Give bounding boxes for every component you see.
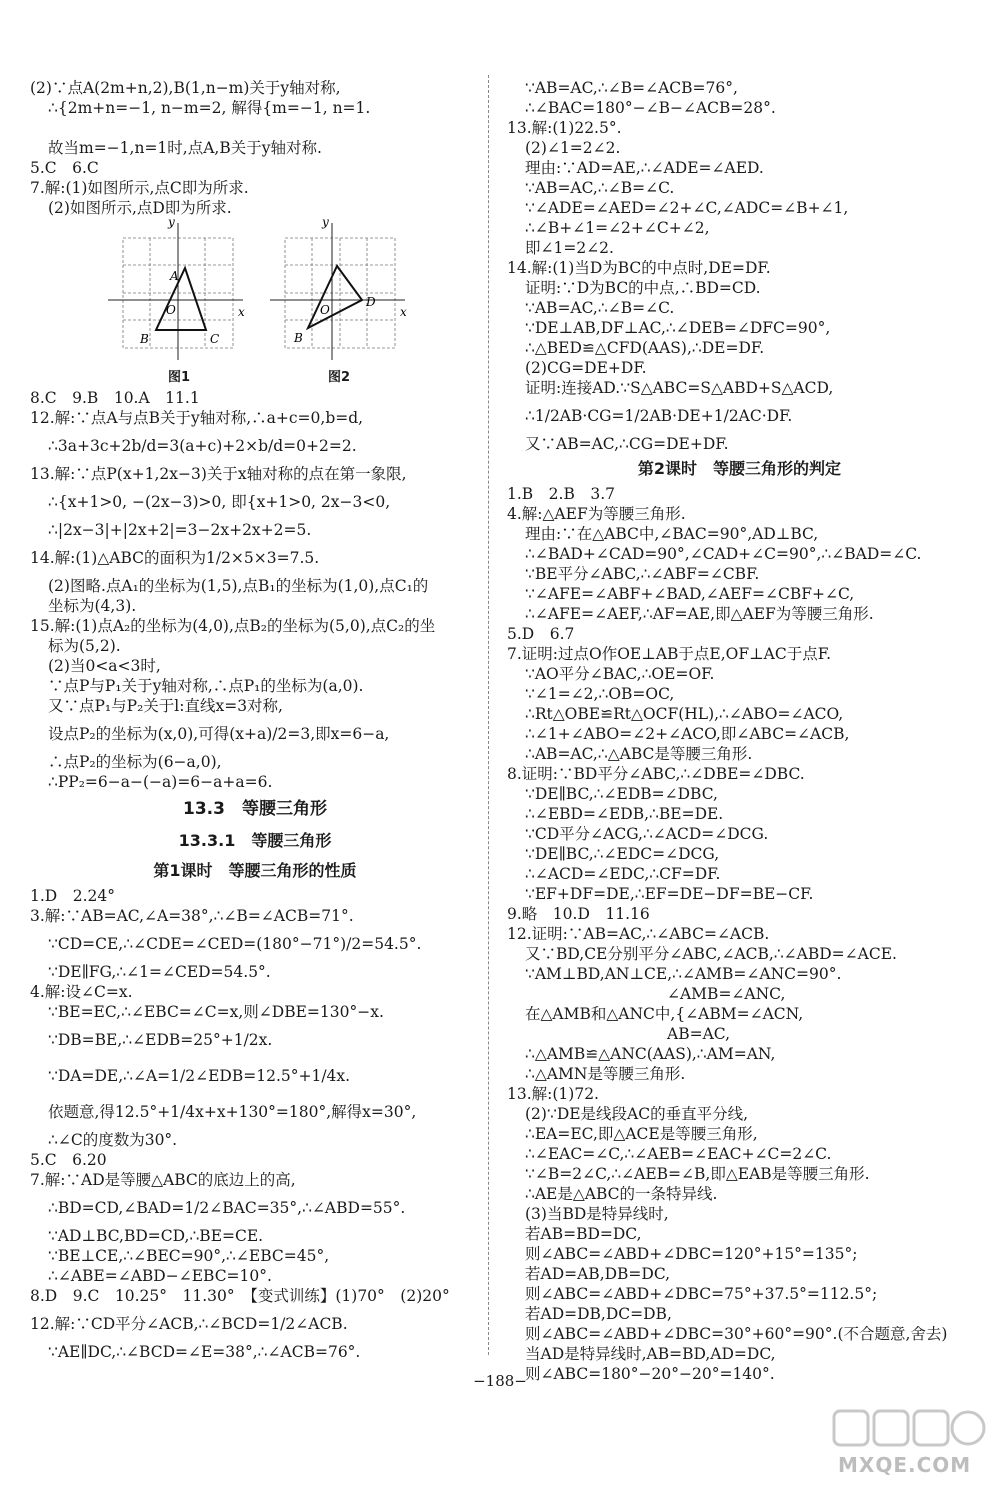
section-heading: 13.3 等腰三角形	[183, 799, 327, 819]
text-line: 14.解:(1)当D为BC的中点时,DE=DF.	[507, 259, 771, 277]
text-line: ∴△AMN是等腰三角形.	[525, 1065, 686, 1083]
text-line: ∴AB=AC,∴△ABC是等腰三角形.	[525, 745, 753, 763]
text-line: ∵CD平分∠ACG,∴∠ACD=∠DCG.	[525, 825, 769, 843]
text-line: ∴Rt△OBE≌Rt△OCF(HL),∴∠ABO=∠ACO,	[525, 705, 844, 723]
text-line: 依题意,得12.5°+1/4x+x+130°=180°,解得x=30°,	[48, 1103, 417, 1121]
text-line: 若AD=AB,DB=DC,	[525, 1265, 671, 1283]
text-line: ∴∠EAC=∠C,∴∠AEB=∠EAC+∠C=2∠C.	[525, 1145, 832, 1163]
text-line	[30, 118, 480, 138]
text-line: 5.C 6.20	[30, 1151, 107, 1169]
text-line: 12.解:∵点A与点B关于y轴对称,∴a+c=0,b=d,	[30, 409, 364, 427]
origin-label: O	[320, 303, 330, 317]
text-line: 13.解:(1)72.	[507, 1085, 599, 1103]
text-line: 15.解:(1)点A₂的坐标为(4,0),点B₂的坐标为(5,0),点C₂的坐	[30, 617, 436, 635]
text-line: ∴3a+3c+2b/d=3(a+c)+2×b/d=0+2=2.	[48, 437, 357, 455]
text-line: ∠AMB=∠ANC,	[667, 985, 786, 1003]
text-line: 若AB=BD=DC,	[525, 1225, 642, 1243]
text-line: (3)当BD是特异线时,	[525, 1205, 669, 1223]
point-b-label: B	[140, 332, 149, 346]
watermark-icon	[830, 1405, 990, 1455]
lesson-heading: 第1课时 等腰三角形的性质	[153, 861, 357, 880]
text-line: 3.解:∵AB=AC,∠A=38°,∴∠B=∠ACB=71°.	[30, 907, 354, 925]
text-line: ∵DE⊥AB,DF⊥AC,∴∠DEB=∠DFC=90°,	[525, 319, 831, 337]
text-line: 14.解:(1)△ABC的面积为1/2×5×3=7.5.	[30, 549, 320, 567]
text-line: ∴△BED≌△CFD(AAS),∴DE=DF.	[525, 339, 765, 357]
text-line: ∴∠EBD=∠EDB,∴BE=DE.	[525, 805, 724, 823]
origin-label: O	[166, 303, 176, 317]
x-axis-label: x	[238, 305, 245, 319]
figure-caption: 图2	[328, 370, 351, 385]
text-line: ∵DE∥BC,∴∠EDC=∠DCG,	[525, 845, 720, 863]
text-line: 又∵AB=AC,∴CG=DE+DF.	[525, 435, 729, 453]
text-line: ∵BE平分∠ABC,∴∠ABF=∠CBF.	[525, 565, 760, 583]
text-line: ∴EA=EC,即△ACE是等腰三角形,	[525, 1125, 758, 1143]
text-line: 8.D 9.C 10.25° 11.30° 【变式训练】(1)70° (2)20°	[30, 1287, 450, 1305]
text-line: 设点P₂的坐标为(x,0),可得(x+a)/2=3,即x=6−a,	[48, 725, 390, 743]
text-line: 5.D 6.7	[507, 625, 575, 643]
watermark-text: MXQE.COM	[838, 1453, 972, 1477]
text-line: ∴△AMB≌△ANC(AAS),∴AM=AN,	[525, 1045, 776, 1063]
text-line: 在△AMB和△ANC中,{∠ABM=∠ACN,	[525, 1005, 804, 1023]
text-line: 9.略 10.D 11.16	[507, 905, 650, 923]
text-line: (2)图略.点A₁的坐标为(1,5),点B₁的坐标为(1,0),点C₁的	[48, 577, 429, 595]
text-line: ∵DB=BE,∴∠EDB=25°+1/2x.	[48, 1031, 273, 1049]
text-line: ∵点P与P₁关于y轴对称,∴点P₁的坐标为(a,0).	[48, 677, 364, 695]
text-line: 又∵点P₁与P₂关于l:直线x=3对称,	[48, 697, 283, 715]
text-line: (2)∵DE是线段AC的垂直平分线,	[525, 1105, 749, 1123]
text-line: ∵AB=AC,∴∠B=∠C.	[525, 179, 675, 197]
text-line: 8.C 9.B 10.A 11.1	[30, 389, 200, 407]
text-line: ∵DE∥BC,∴∠EDB=∠DBC,	[525, 785, 718, 803]
text-line: ∵AB=AC,∴∠B=∠C.	[525, 299, 675, 317]
text-line: 证明:连接AD.∵S△ABC=S△ABD+S△ACD,	[525, 379, 834, 397]
text-line: ∴AE是△ABC的一条特异线.	[525, 1185, 718, 1203]
text-line: ∴|2x−3|+|2x+2|=3−2x+2x+2=5.	[48, 521, 312, 539]
text-line: ∴{2m+n=−1, n−m=2, 解得{m=−1, n=1.	[48, 99, 371, 117]
watermark-logo	[830, 1405, 990, 1487]
left-column	[30, 78, 480, 1362]
text-line: ∴点P₂的坐标为(6−a,0),	[48, 753, 222, 771]
text-line: 则∠ABC=∠ABD+∠DBC=120°+15°=135°;	[525, 1245, 858, 1263]
text-line: 5.C 6.C	[30, 159, 99, 177]
figure-2	[270, 218, 410, 385]
figure-row	[30, 218, 480, 388]
text-line: 12.证明:∵AB=AC,∴∠ABC=∠ACB.	[507, 925, 770, 943]
y-axis-label: y	[168, 218, 175, 229]
text-line: AB=AC,	[667, 1025, 730, 1043]
text-line: 又∵BD,CE分别平分∠ABC,∠ACB,∴∠ABD=∠ACE.	[525, 945, 897, 963]
column-divider	[488, 75, 489, 1355]
text-line: ∴{x+1>0, −(2x−3)>0, 即{x+1>0, 2x−3<0,	[48, 493, 391, 511]
text-line: 则∠ABC=180°−20°−20°=140°.	[525, 1365, 775, 1383]
lesson-heading: 第2课时 等腰三角形的判定	[637, 459, 842, 478]
text-line: (2)如图所示,点D即为所求.	[48, 199, 232, 217]
subsection-heading: 13.3.1 等腰三角形	[178, 831, 332, 850]
text-line: ∵∠B=2∠C,∴∠AEB=∠B,即△EAB是等腰三角形.	[525, 1165, 870, 1183]
text-line: 即∠1=2∠2.	[525, 239, 614, 257]
text-line: ∴∠C的度数为30°.	[48, 1131, 178, 1149]
text-line: 理由:∵AD=AE,∴∠ADE=∠AED.	[525, 159, 764, 177]
text-line: 证明:∵D为BC的中点,∴BD=CD.	[525, 279, 761, 297]
text-line: ∵BE=EC,∴∠EBC=∠C=x,则∠DBE=130°−x.	[48, 1003, 384, 1021]
coordinate-grid-1	[108, 218, 248, 363]
text-line: ∴PP₂=6−a−(−a)=6−a+a=6.	[48, 773, 273, 791]
figure-caption: 图1	[168, 370, 191, 385]
text-line: 7.解:(1)如图所示,点C即为所求.	[30, 179, 249, 197]
text-line: ∴∠1+∠ABO=∠2+∠ACO,即∠ABC=∠ACB,	[525, 725, 850, 743]
text-line: ∴∠BAD+∠CAD=90°,∠CAD+∠C=90°,∴∠BAD=∠C.	[525, 545, 922, 563]
text-line: ∴BD=CD,∠BAD=1/2∠BAC=35°,∴∠ABD=55°.	[48, 1199, 406, 1217]
text-line: 则∠ABC=∠ABD+∠DBC=75°+37.5°=112.5°;	[525, 1285, 878, 1303]
text-line: (2)CG=DE+DF.	[525, 359, 647, 377]
text-line: 故当m=−1,n=1时,点A,B关于y轴对称.	[48, 139, 322, 157]
text-line: ∴∠ABE=∠ABD−∠EBC=10°.	[48, 1267, 272, 1285]
text-line: ∵AE∥DC,∴∠BCD=∠E=38°,∴∠ACB=76°.	[48, 1343, 361, 1361]
text-line: 若AD=DB,DC=DB,	[525, 1305, 672, 1323]
text-line: ∵∠ADE=∠AED=∠2+∠C,∠ADC=∠B+∠1,	[525, 199, 849, 217]
figure-1	[108, 218, 248, 385]
text-line: 则∠ABC=∠ABD+∠DBC=30°+60°=90°.(不合题意,舍去)	[525, 1325, 948, 1343]
text-line: ∵CD=CE,∴∠CDE=∠CED=(180°−71°)/2=54.5°.	[48, 935, 422, 953]
text-line: ∵EF+DF=DE,∴EF=DE−DF=BE−CF.	[525, 885, 814, 903]
text-line: 13.解:(1)22.5°.	[507, 119, 622, 137]
point-d-label: D	[366, 295, 376, 309]
text-line: 12.解:∵CD平分∠ACB,∴∠BCD=1/2∠ACB.	[30, 1315, 348, 1333]
text-line: ∵∠1=∠2,∴OB=OC,	[525, 685, 675, 703]
text-line: (2)∵点A(2m+n,2),B(1,n−m)关于y轴对称,	[30, 79, 341, 97]
page-number: −188−	[473, 1372, 527, 1390]
point-a-label: A	[170, 269, 179, 283]
text-line: ∴∠BAC=180°−∠B−∠ACB=28°.	[525, 99, 776, 117]
text-line: ∴1/2AB·CG=1/2AB·DE+1/2AC·DF.	[525, 407, 793, 425]
text-line: ∵AO平分∠BAC,∴OE=OF.	[525, 665, 715, 683]
text-line: 8.证明:∵BD平分∠ABC,∴∠DBE=∠DBC.	[507, 765, 805, 783]
text-line: 7.证明:过点O作OE⊥AB于点E,OF⊥AC于点F.	[507, 645, 832, 663]
text-line: 当AD是特异线时,AB=BD,AD=DC,	[525, 1345, 776, 1363]
text-line: 理由:∵在△ABC中,∠BAC=90°,AD⊥BC,	[525, 525, 819, 543]
right-column	[507, 78, 972, 1384]
text-line: 标为(5,2).	[48, 637, 121, 655]
point-c-label: C	[210, 332, 220, 346]
text-line: ∵AM⊥BD,AN⊥CE,∴∠AMB=∠ANC=90°.	[525, 965, 842, 983]
text-line: ∴∠AFE=∠AEF,∴AF=AE,即△AEF为等腰三角形.	[525, 605, 874, 623]
text-line: 13.解:∵点P(x+1,2x−3)关于x轴对称的点在第一象限,	[30, 465, 407, 483]
text-line: ∴∠ACD=∠EDC,∴CF=DF.	[525, 865, 721, 883]
text-line: ∴∠B+∠1=∠2+∠C+∠2,	[525, 219, 710, 237]
text-line: 1.B 2.B 3.7	[507, 485, 616, 503]
text-line: 1.D 2.24°	[30, 887, 115, 905]
text-line: 7.解:∵AD是等腰△ABC的底边上的高,	[30, 1171, 296, 1189]
text-line: 4.解:设∠C=x.	[30, 983, 133, 1001]
x-axis-label: x	[400, 305, 407, 319]
point-b-label: B	[294, 331, 303, 345]
text-line: (2)∠1=2∠2.	[525, 139, 621, 157]
text-line: (2)当0<a<3时,	[48, 657, 161, 675]
text-line: ∵DA=DE,∴∠A=1/2∠EDB=12.5°+1/4x.	[48, 1067, 351, 1085]
text-line: 4.解:△AEF为等腰三角形.	[507, 505, 686, 523]
y-axis-label: y	[322, 218, 329, 229]
text-line: ∵BE⊥CE,∴∠BEC=90°,∴∠EBC=45°,	[48, 1247, 330, 1265]
text-line: 坐标为(4,3).	[48, 597, 137, 615]
text-line: ∵DE∥FG,∴∠1=∠CED=54.5°.	[48, 963, 271, 981]
text-line: ∵AD⊥BC,BD=CD,∴BE=CE.	[48, 1227, 264, 1245]
text-line: ∵∠AFE=∠ABF+∠BAD,∠AEF=∠CBF+∠C,	[525, 585, 855, 603]
text-line: ∵AB=AC,∴∠B=∠ACB=76°,	[525, 79, 738, 97]
coordinate-grid-2	[270, 218, 410, 363]
